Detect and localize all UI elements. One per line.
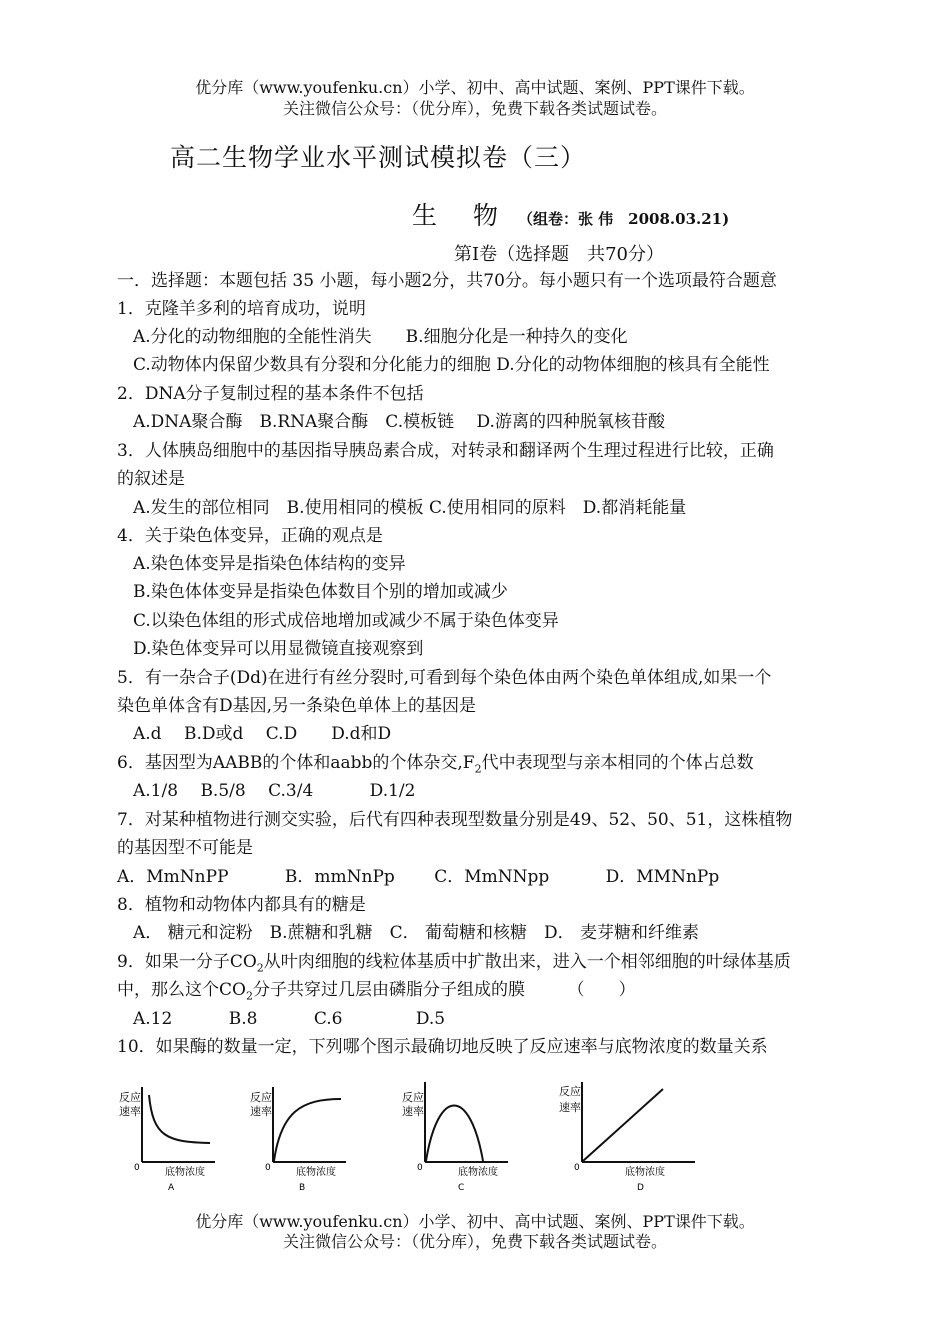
graph-c-origin: 0 <box>417 1163 423 1173</box>
q1-stem: 1．克隆羊多利的培育成功，说明 <box>117 299 366 319</box>
graph-b-ylabel-2: 速率 <box>250 1105 272 1118</box>
graph-b-ylabel-1: 反应 <box>250 1091 272 1104</box>
q10-stem: 10．如果酶的数量一定，下列哪个图示最确切地反映了反应速率与底物浓度的数量关系 <box>117 1037 768 1057</box>
graph-b-xlabel: 底物浓度 <box>296 1167 336 1178</box>
header-line-1: 优分库（www.youfenku.cn）小学、初中、高中试题、案例、PPT课件下载。 <box>195 78 755 97</box>
q9-stem-2-post: 分子共穿过几层由磷脂分子组成的膜 （ ） <box>252 980 636 1000</box>
footer-line-1: 优分库（www.youfenku.cn）小学、初中、高中试题、案例、PPT课件下载。 <box>195 1212 755 1231</box>
q5-options: A.d B.D或d C.D D.d和D <box>133 724 392 744</box>
graph-d-curve <box>583 1089 663 1161</box>
q6-subscript: 2 <box>474 762 482 776</box>
graph-a-curve <box>149 1095 210 1143</box>
q4-option-d: D.染色体变异可以用显微镜直接观察到 <box>133 639 424 659</box>
q9-stem-2 <box>117 979 635 1007</box>
q7-options: A．MmNnPP B．mmNnPp C．MmNNpp D．MMNnPp <box>117 867 720 887</box>
q3-stem-1: 3．人体胰岛细胞中的基因指导胰岛素合成，对转录和翻译两个生理过程进行比较，正确 <box>117 441 774 461</box>
graph-d-ylabel-1: 反应 <box>559 1085 581 1098</box>
subject-name: 生 物 <box>412 201 512 230</box>
q4-option-c: C.以染色体组的形式成倍地增加或减少不属于染色体变异 <box>133 611 559 631</box>
graph-d <box>555 1077 705 1192</box>
page-title: 高二生物学业水平测试模拟卷（三） <box>170 143 587 172</box>
header-line-2: 关注微信公众号：（优分库），免费下载各类试题试卷。 <box>282 99 667 118</box>
graph-b <box>246 1077 356 1192</box>
graph-a <box>115 1077 225 1192</box>
graph-a-ylabel-1: 反应 <box>119 1091 141 1104</box>
graph-b-origin: 0 <box>265 1163 271 1173</box>
q8-stem: 8．植物和动物体内都具有的糖是 <box>117 895 366 915</box>
q5-stem-1: 5．有一杂合子(Dd)在进行有丝分裂时,可看到每个染色体由两个染色单体组成,如果一个 <box>117 668 772 688</box>
graph-c-letter: C <box>458 1183 465 1192</box>
graph-b-curve <box>274 1099 341 1161</box>
subject-line <box>412 196 729 232</box>
q7-stem-2: 的基因型不可能是 <box>117 838 253 858</box>
q4-option-a: A.染色体变异是指染色体结构的变异 <box>133 554 406 574</box>
q7-stem-1: 7．对某种植物进行测交实验，后代有四种表现型数量分别是49、52、50、51，这株植物 <box>117 810 793 830</box>
q9-subscript-1: 2 <box>256 961 264 975</box>
graph-d-xlabel: 底物浓度 <box>625 1167 665 1178</box>
q9-stem-1 <box>117 951 791 979</box>
q9-stem-2-pre: 中，那么这个CO <box>117 980 246 1000</box>
subject-info: （组卷：张 伟 2008.03.21) <box>517 210 730 228</box>
q6-stem-post: 代中表现型与亲本相同的个体占总数 <box>481 753 754 773</box>
graph-a-origin: 0 <box>134 1163 140 1173</box>
q6-stem-pre: 6．基因型为AABB的个体和aabb的个体杂交,F <box>117 753 475 773</box>
q9-subscript-2: 2 <box>245 989 253 1003</box>
graph-a-letter: A <box>168 1183 175 1192</box>
graph-b-letter: B <box>299 1183 306 1192</box>
section-intro: 一．选择题：本题包括 35 小题，每小题2分，共70分。每小题只有一个选项最符合题意 <box>117 271 777 291</box>
q6-options: A.1/8 B.5/8 C.3/4 D.1/2 <box>133 781 416 801</box>
q4-stem: 4．关于染色体变异，正确的观点是 <box>117 526 383 546</box>
graph-a-ylabel-2: 速率 <box>119 1105 141 1118</box>
graph-d-ylabel-2: 速率 <box>559 1101 581 1114</box>
q1-options-ab: A.分化的动物细胞的全能性消失 B.细胞分化是一种持久的变化 <box>133 327 628 347</box>
q5-stem-2: 染色单体含有D基因,另一条染色单体上的基因是 <box>117 696 477 716</box>
graph-c-ylabel-2: 速率 <box>402 1105 424 1118</box>
q2-stem: 2．DNA分子复制过程的基本条件不包括 <box>117 384 424 404</box>
q3-options: A.发生的部位相同 B.使用相同的模板 C.使用相同的原料 D.都消耗能量 <box>133 498 687 518</box>
graph-c <box>398 1077 518 1192</box>
q1-options-cd: C.动物体内保留少数具有分裂和分化能力的细胞 D.分化的动物体细胞的核具有全能性 <box>133 355 770 375</box>
graph-c-xlabel: 底物浓度 <box>458 1167 498 1178</box>
q9-options: A.12 B.8 C.6 D.5 <box>133 1009 446 1029</box>
q3-stem-2: 的叙述是 <box>117 469 185 489</box>
graph-c-curve <box>426 1106 483 1162</box>
q6-stem <box>117 752 754 780</box>
part-title: 第Ⅰ卷（选择题 共70分） <box>454 244 665 265</box>
footer-line-2: 关注微信公众号：（优分库），免费下载各类试题试卷。 <box>282 1232 667 1251</box>
graph-c-ylabel-1: 反应 <box>402 1091 424 1104</box>
graph-d-letter: D <box>637 1183 644 1192</box>
graph-d-origin: 0 <box>574 1163 580 1173</box>
q8-options: A． 糖元和淀粉 B.蔗糖和乳糖 C． 葡萄糖和核糖 D． 麦芽糖和纤维素 <box>133 923 700 943</box>
q4-option-b: B.染色体体变异是指染色体数目个别的增加或减少 <box>133 582 508 602</box>
graph-a-xlabel: 底物浓度 <box>165 1167 205 1178</box>
q9-stem-1-post: 从叶肉细胞的线粒体基质中扩散出来，进入一个相邻细胞的叶绿体基质 <box>263 952 791 972</box>
q9-stem-1-pre: 9．如果一分子CO <box>117 952 257 972</box>
q2-options: A.DNA聚合酶 B.RNA聚合酶 C.模板链 D.游离的四种脱氧核苷酸 <box>133 412 665 432</box>
